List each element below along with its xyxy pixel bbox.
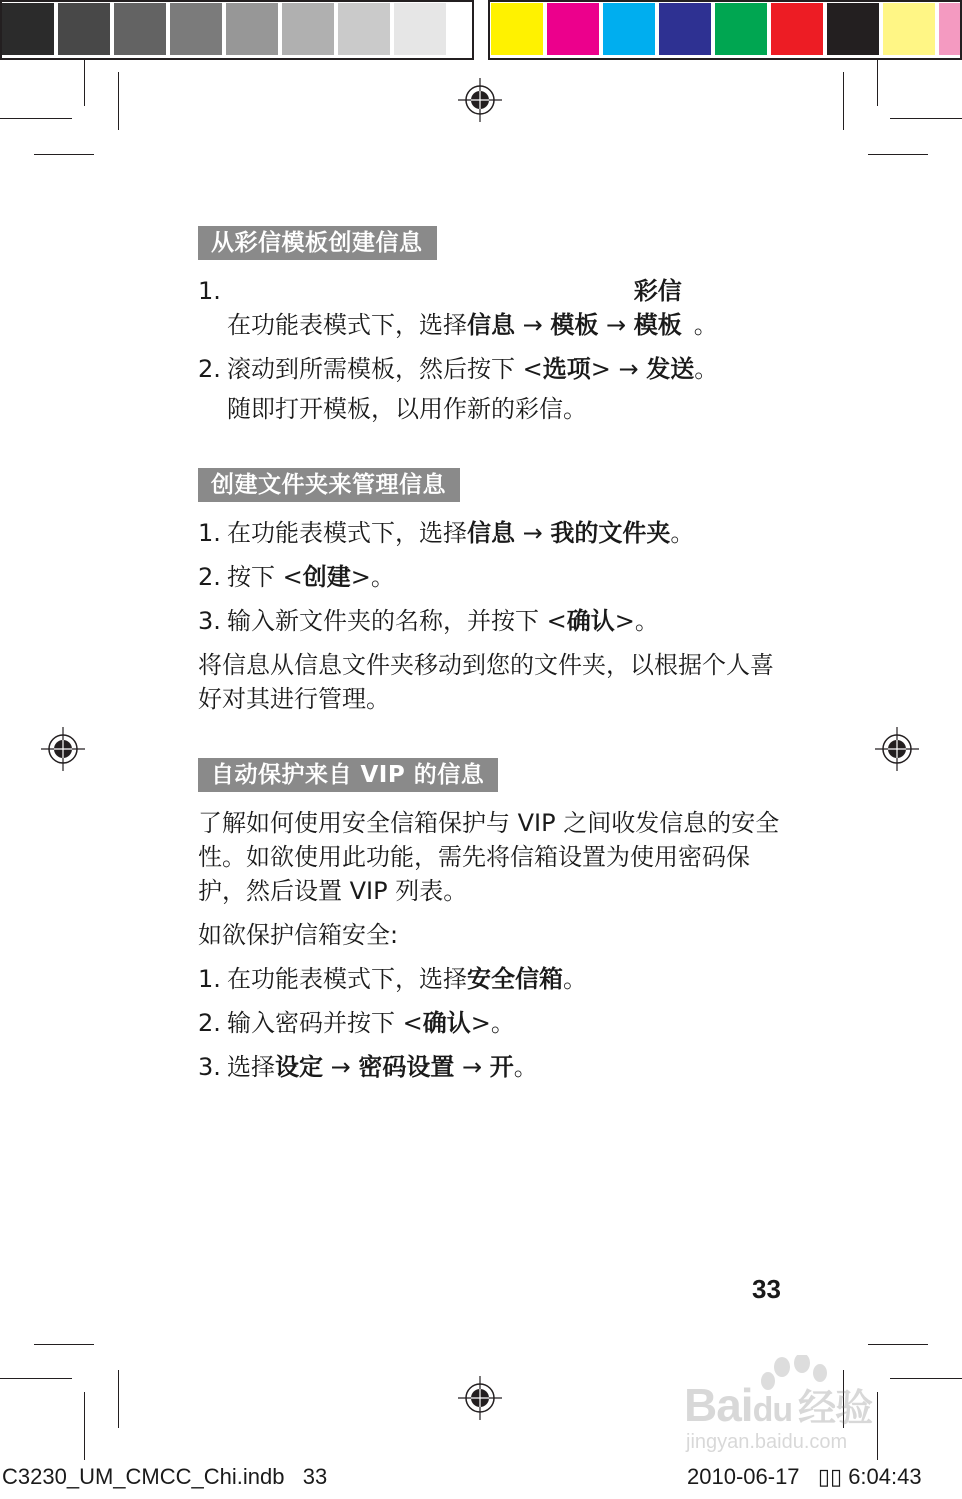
crop-mark bbox=[0, 1378, 72, 1379]
registration-target-icon bbox=[458, 1376, 502, 1420]
crop-mark bbox=[877, 60, 878, 106]
crop-mark bbox=[0, 118, 72, 119]
step-text: 输入密码并按下 < bbox=[227, 1009, 423, 1037]
step-text: 按下 < bbox=[227, 563, 303, 591]
step-number: 1. bbox=[198, 965, 221, 993]
gray-bar-frame bbox=[0, 0, 474, 60]
step-number: 2. bbox=[198, 355, 221, 383]
crop-mark bbox=[34, 1344, 94, 1345]
footer-timestamp: 2010-06-17 ▯▯ 6:04:43 bbox=[687, 1464, 922, 1489]
watermark-brand-text: du bbox=[752, 1391, 793, 1429]
step-text: >。 bbox=[470, 1009, 515, 1037]
menu-path: 信息 bbox=[467, 311, 515, 339]
crop-mark bbox=[868, 1344, 928, 1345]
step-text: 滚动到所需模板，然后按下 < bbox=[227, 355, 543, 383]
crop-mark bbox=[868, 154, 928, 155]
step-number: 1. bbox=[198, 519, 221, 547]
step-text: 。 bbox=[670, 519, 695, 547]
menu-path: 发送 bbox=[646, 355, 695, 383]
registration-target-icon bbox=[875, 727, 919, 771]
step-number: 3. bbox=[198, 1053, 221, 1081]
body-paragraph: 如欲保护信箱安全: bbox=[198, 921, 399, 949]
step-text: 输入新文件夹的名称，并按下 < bbox=[227, 607, 567, 635]
step-number: 2. bbox=[198, 1009, 221, 1037]
watermark-brand bbox=[684, 1377, 872, 1432]
section-heading: 自动保护来自 VIP 的信息 bbox=[198, 758, 498, 792]
softkey-label: 确认 bbox=[566, 607, 615, 635]
list-item bbox=[198, 604, 788, 638]
arrow: > → bbox=[590, 355, 647, 383]
section-folders bbox=[198, 468, 788, 716]
menu-path: 密码设置 bbox=[358, 1053, 455, 1081]
footer-filename: C3230_UM_CMCC_Chi.indb 33 bbox=[2, 1464, 328, 1489]
step-number: 1. bbox=[198, 277, 221, 305]
menu-path: 模板 bbox=[550, 311, 599, 339]
menu-path: 彩信模板 bbox=[633, 277, 682, 339]
step-text: 。 bbox=[513, 1053, 538, 1081]
list-item bbox=[198, 1006, 788, 1040]
step-note: 随即打开模板，以用作新的彩信。 bbox=[227, 395, 587, 423]
list-item bbox=[198, 560, 788, 594]
crop-mark bbox=[84, 60, 85, 106]
crop-mark bbox=[890, 118, 962, 119]
crop-mark bbox=[34, 154, 94, 155]
step-text: 选择 bbox=[227, 1053, 275, 1081]
body-paragraph: 了解如何使用安全信箱保护与 VIP 之间收发信息的安全性。如欲使用此功能，需先将信箱设置为使用密码保护，然后设置 VIP 列表。 bbox=[198, 809, 780, 905]
softkey-label: 确认 bbox=[422, 1009, 471, 1037]
crop-mark bbox=[118, 72, 119, 130]
step-text: 在功能表模式下，选择 bbox=[227, 965, 467, 993]
step-text: 。 bbox=[694, 355, 719, 383]
menu-path: 我的文件夹 bbox=[550, 519, 671, 547]
step-number: 2. bbox=[198, 563, 221, 591]
step-text: >。 bbox=[350, 563, 395, 591]
list-item bbox=[198, 352, 788, 386]
arrow: → bbox=[454, 1053, 490, 1081]
body-paragraph: 将信息从信息文件夹移动到您的文件夹，以根据个人喜好对其进行管理。 bbox=[198, 651, 774, 713]
section-template-mms bbox=[198, 226, 788, 426]
step-text: 在功能表模式下，选择 bbox=[227, 311, 467, 339]
list-item bbox=[198, 274, 788, 342]
page-number: 33 bbox=[752, 1274, 781, 1304]
menu-path: 信息 bbox=[467, 519, 515, 547]
section-vip bbox=[198, 758, 788, 1084]
watermark-suffix: 经验 bbox=[798, 1388, 873, 1430]
step-text: >。 bbox=[614, 607, 659, 635]
menu-path: 开 bbox=[489, 1053, 514, 1081]
menu-path: 安全信箱 bbox=[467, 965, 563, 993]
crop-mark bbox=[843, 72, 844, 130]
step-text: 在功能表模式下，选择 bbox=[227, 519, 467, 547]
page-content bbox=[198, 226, 788, 1084]
step-number: 3. bbox=[198, 607, 221, 635]
registration-target-icon bbox=[458, 78, 502, 122]
section-heading: 创建文件夹来管理信息 bbox=[198, 468, 460, 502]
watermark-brand-text: Bai bbox=[684, 1379, 753, 1431]
list-item bbox=[198, 516, 788, 550]
crop-mark bbox=[84, 1392, 85, 1460]
baidu-jingyan-watermark bbox=[682, 1355, 912, 1465]
list-item bbox=[198, 1050, 788, 1084]
crop-mark bbox=[118, 1370, 119, 1428]
softkey-label: 创建 bbox=[302, 563, 351, 591]
step-text: 。 bbox=[693, 311, 718, 339]
arrow: → bbox=[598, 311, 634, 339]
arrow: → bbox=[515, 519, 551, 547]
softkey-label: 选项 bbox=[542, 355, 591, 383]
watermark-url: jingyan.baidu.com bbox=[686, 1431, 848, 1453]
arrow: → bbox=[515, 311, 551, 339]
section-heading: 从彩信模板创建信息 bbox=[198, 226, 437, 260]
registration-target-icon bbox=[41, 727, 85, 771]
list-item bbox=[198, 962, 788, 996]
step-text: 。 bbox=[563, 965, 587, 993]
arrow: → bbox=[323, 1053, 359, 1081]
color-bar-frame bbox=[488, 0, 962, 60]
menu-path: 设定 bbox=[275, 1053, 323, 1081]
